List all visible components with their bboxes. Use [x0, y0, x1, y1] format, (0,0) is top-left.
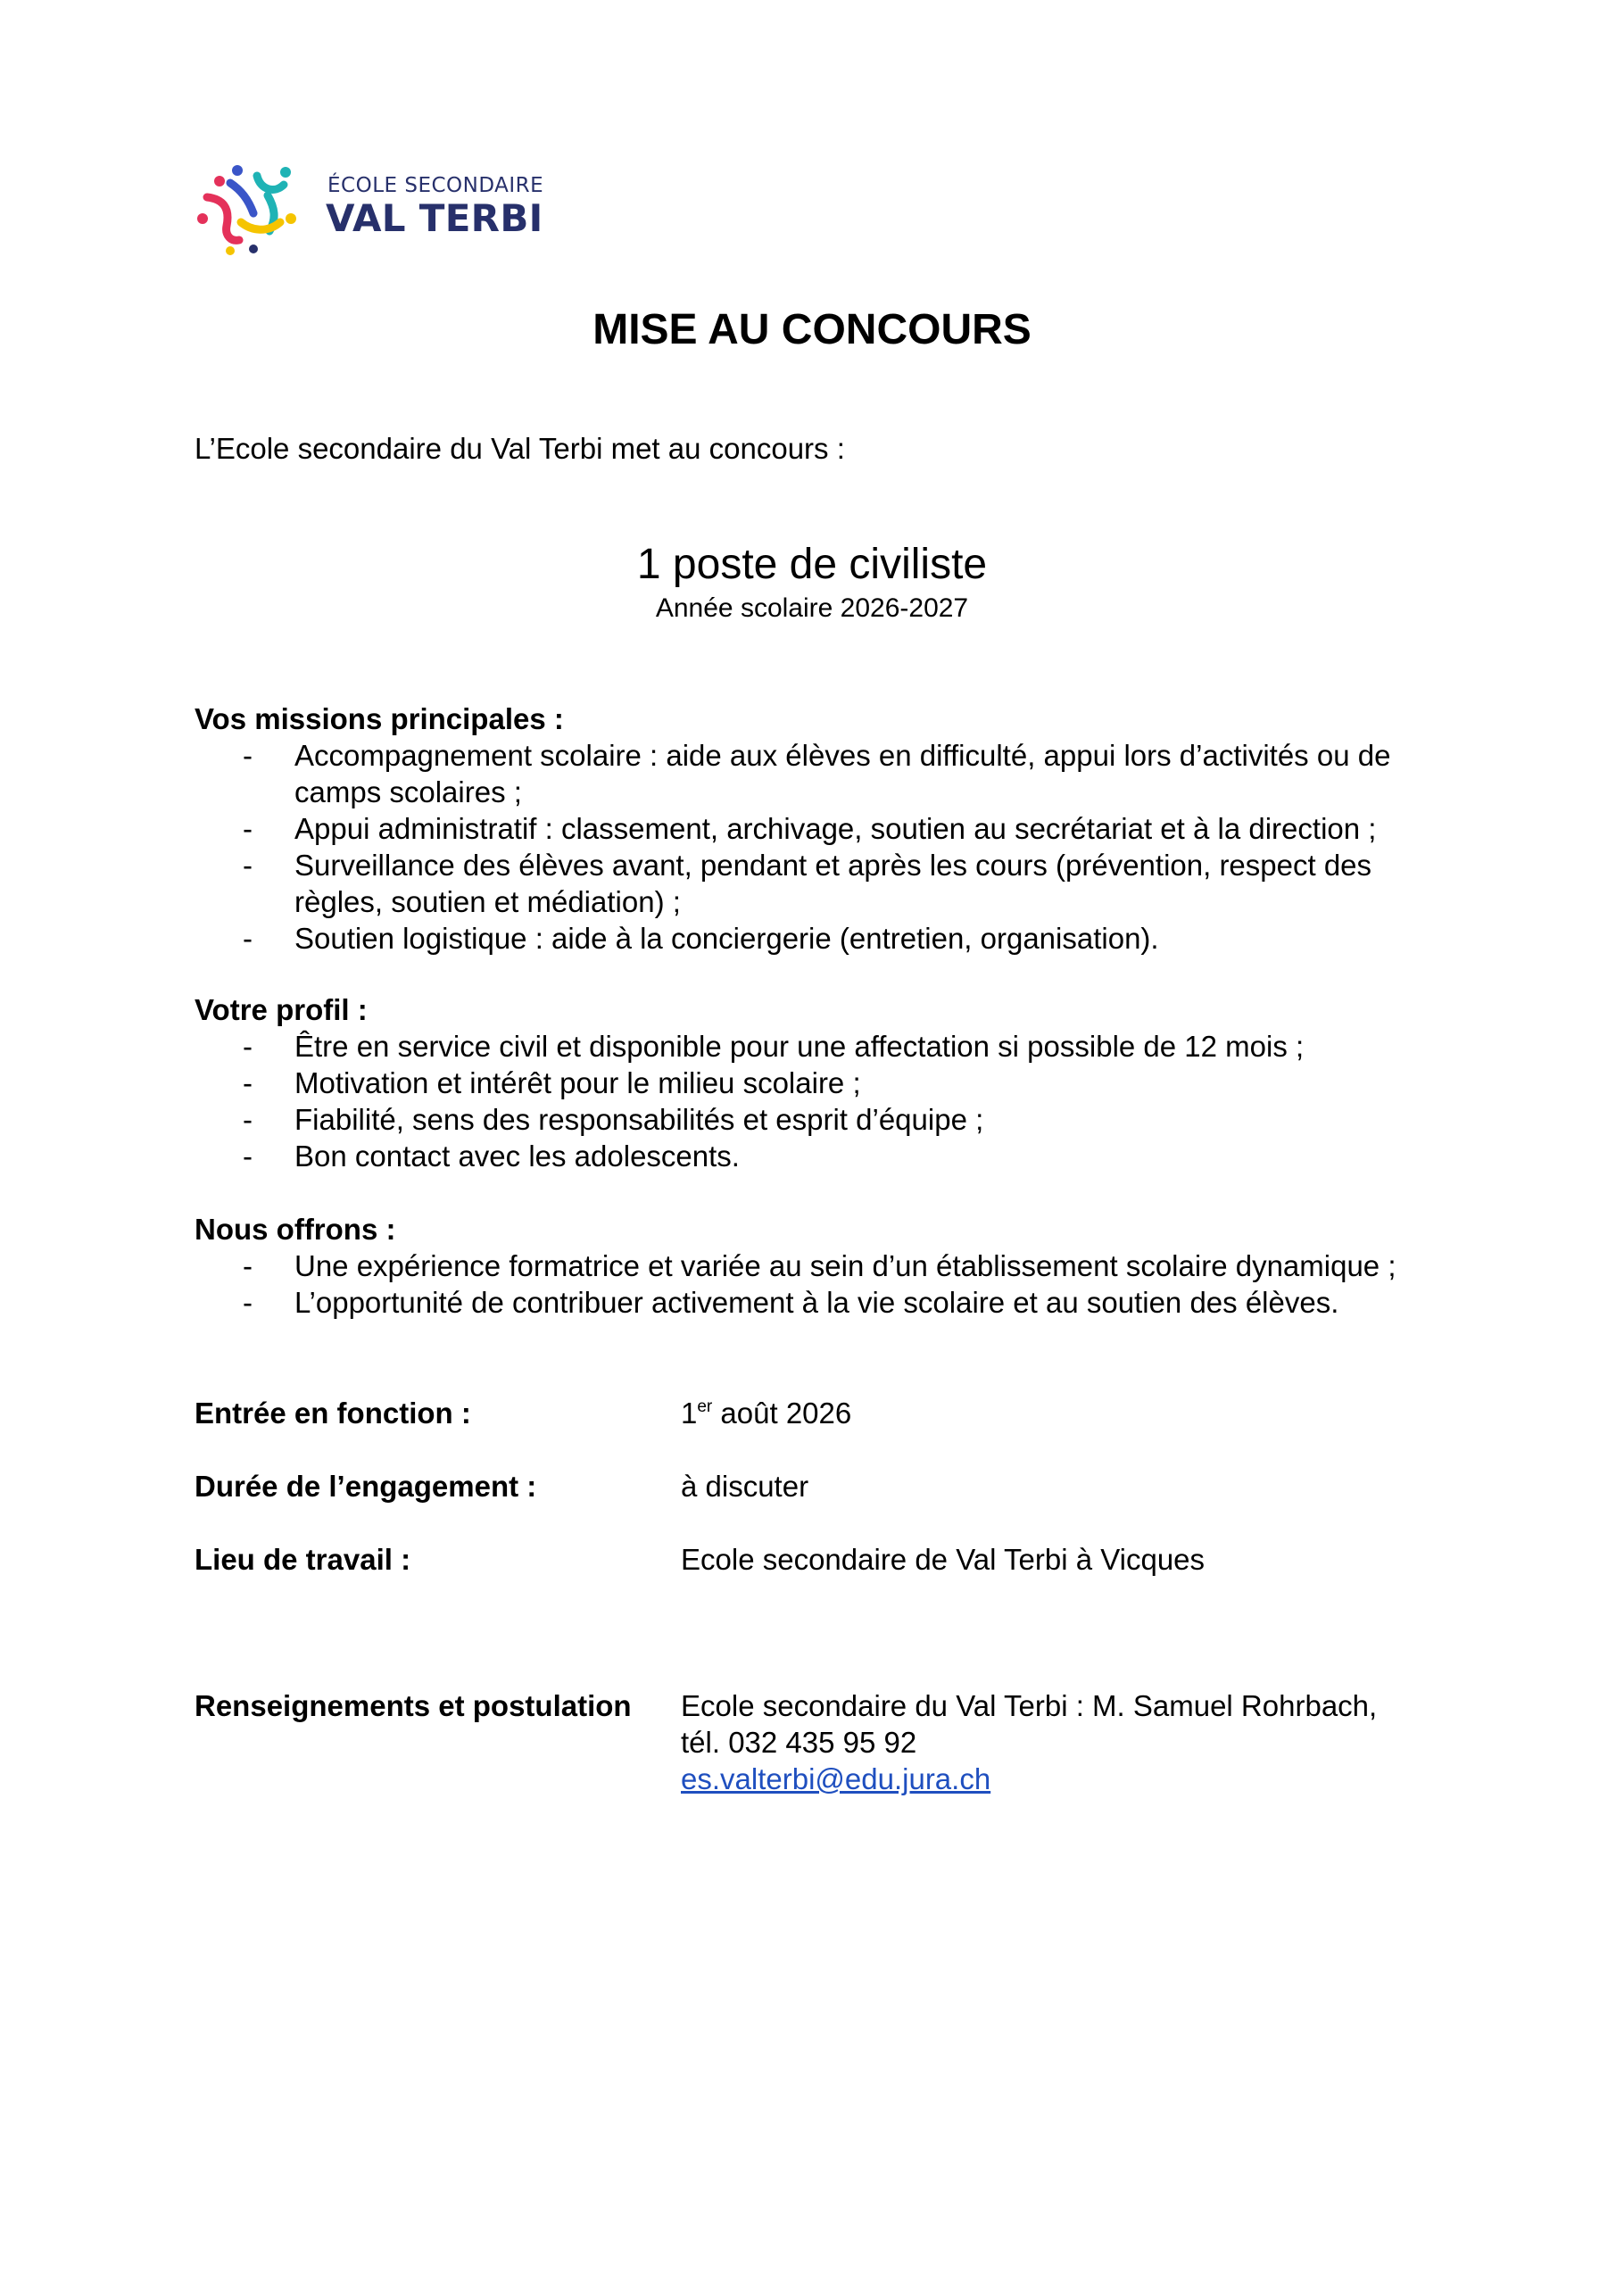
school-logo-wordmark — [326, 174, 543, 240]
offer-heading: Nous offrons : — [195, 1213, 396, 1246]
list-item: - Une expérience formatrice et variée au sein d’un établissement scolaire dynamique ; — [243, 1249, 1396, 1282]
bullet-dash: - — [243, 1103, 253, 1136]
school-logo-mark-icon — [195, 163, 303, 257]
bullet-dash: - — [243, 739, 253, 772]
contact-line-1: Ecole secondaire du Val Terbi : M. Samuel Rohrbach, — [681, 1689, 1378, 1722]
missions-section — [195, 700, 1444, 957]
duration-value: à discuter — [681, 1470, 809, 1503]
contact-phone: tél. 032 435 95 92 — [681, 1726, 917, 1759]
contact-label: Renseignements et postulation — [195, 1689, 632, 1722]
page-title: MISE AU CONCOURS — [592, 306, 1032, 353]
offer-section — [195, 1211, 1444, 1321]
post-title: 1 poste de civiliste — [636, 541, 988, 588]
workplace-value: Ecole secondaire de Val Terbi à Vicques — [681, 1543, 1206, 1576]
list-item: - Être en service civil et disponible pour une affectation si possible de 12 mois ; — [243, 1030, 1305, 1063]
list-item: - L’opportunité de contribuer activement à la vie scolaire et au soutien des élèves. — [243, 1286, 1339, 1319]
missions-list — [195, 737, 1444, 957]
list-item: - Bon contact avec les adolescents. — [243, 1140, 740, 1173]
workplace-label: Lieu de travail : — [195, 1543, 411, 1576]
intro-text: L’Ecole secondaire du Val Terbi met au concours : — [195, 432, 845, 465]
list-item: - Accompagnement scolaire : aide aux élèves en difficulté, appui lors d’activités ou de camps scolaires ; — [243, 739, 1391, 808]
contact-email-link[interactable]: es.valterbi@edu.jura.ch — [681, 1762, 991, 1795]
contact-value — [681, 1687, 1448, 1797]
start-date-value: 1er août 2026 — [681, 1397, 852, 1430]
post-subtitle: Année scolaire 2026-2027 — [655, 593, 969, 623]
duration-label: Durée de l’engagement : — [195, 1470, 537, 1503]
bullet-dash: - — [243, 849, 253, 882]
bullet-dash: - — [243, 812, 253, 845]
list-item: - Fiabilité, sens des responsabilités et esprit d’équipe ; — [243, 1103, 984, 1136]
bullet-dash: - — [243, 1140, 253, 1173]
list-item: - Soutien logistique : aide à la conciergerie (entretien, organisation). — [243, 922, 1159, 955]
bullet-dash: - — [243, 922, 253, 955]
school-logo — [195, 163, 543, 257]
list-item: - Appui administratif : classement, archivage, soutien au secrétariat et à la direction ; — [243, 812, 1377, 845]
profile-heading: Votre profil : — [195, 993, 368, 1026]
bullet-dash: - — [243, 1066, 253, 1099]
missions-heading: Vos missions principales : — [195, 702, 564, 735]
profile-section — [195, 991, 1444, 1174]
bullet-dash: - — [243, 1030, 253, 1063]
logo-line-2: VAL TERBI — [326, 196, 543, 240]
offer-list — [195, 1247, 1444, 1321]
start-date-label: Entrée en fonction : — [195, 1397, 471, 1430]
list-item: - Motivation et intérêt pour le milieu scolaire ; — [243, 1066, 861, 1099]
bullet-dash: - — [243, 1249, 253, 1282]
profile-list — [195, 1028, 1444, 1174]
bullet-dash: - — [243, 1286, 253, 1319]
logo-line-1: ÉCOLE SECONDAIRE — [327, 174, 544, 197]
list-item: - Surveillance des élèves avant, pendant et après les cours (prévention, respect des règles, soutien et médiation) ; — [243, 849, 1372, 918]
